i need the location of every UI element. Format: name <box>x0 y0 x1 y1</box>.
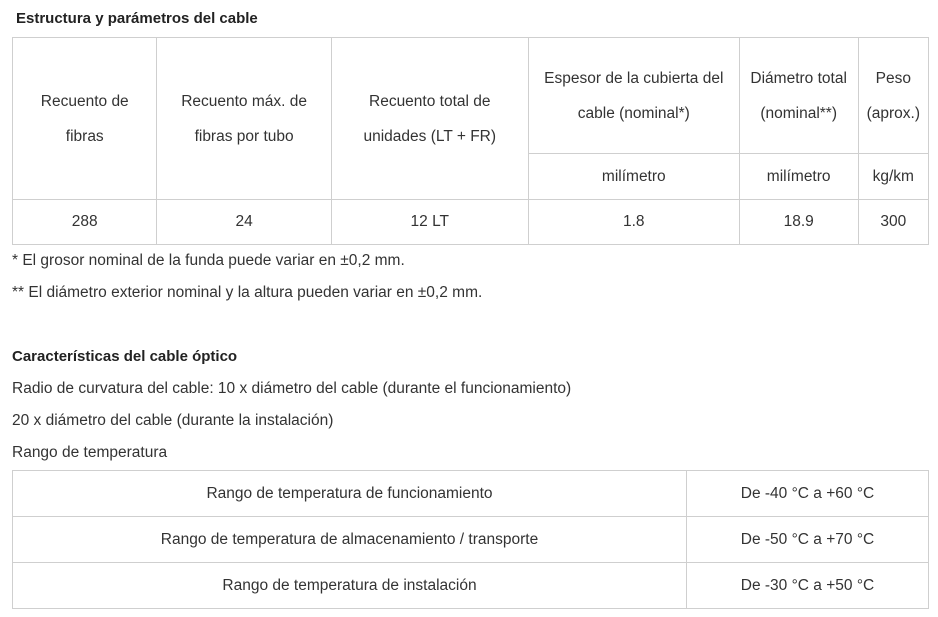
table-row <box>13 563 929 609</box>
header-sheath-thickness: Espesor de la cubierta del cable (nominal*) <box>528 38 739 154</box>
temp-operation-label: Rango de temperatura de funcionamiento <box>13 471 687 517</box>
value-total-units: 12 LT <box>331 200 528 245</box>
header-total-units: Recuento total de unidades (LT + FR) <box>331 38 528 200</box>
bend-radius-operation: Radio de curvatura del cable: 10 x diámetro del cable (durante el funcionamiento) <box>12 380 572 397</box>
table-header-row <box>13 38 929 154</box>
table-row <box>13 471 929 517</box>
temperature-table <box>12 470 929 609</box>
structure-table <box>12 37 929 245</box>
header-weight: Peso (aprox.) <box>858 38 928 154</box>
footnote-sheath: * El grosor nominal de la funda puede variar en ±0,2 mm. <box>12 252 405 269</box>
temp-storage-value: De -50 °C a +70 °C <box>687 517 929 563</box>
header-overall-diameter: Diámetro total (nominal**) <box>739 38 858 154</box>
temp-operation-value: De -40 °C a +60 °C <box>687 471 929 517</box>
header-fiber-count: Recuento de fibras <box>13 38 157 200</box>
temp-storage-label: Rango de temperatura de almacenamiento / transporte <box>13 517 687 563</box>
bend-radius-installation: 20 x diámetro del cable (durante la instalación) <box>12 412 334 429</box>
unit-weight: kg/km <box>858 154 928 200</box>
value-weight: 300 <box>858 200 928 245</box>
unit-overall-diameter: milímetro <box>739 154 858 200</box>
value-overall-diameter: 18.9 <box>739 200 858 245</box>
temperature-range-label: Rango de temperatura <box>12 444 168 461</box>
structure-title: Estructura y parámetros del cable <box>16 10 258 27</box>
table-row <box>13 517 929 563</box>
temp-installation-label: Rango de temperatura de instalación <box>13 563 687 609</box>
value-fiber-count: 288 <box>13 200 157 245</box>
footnote-diameter: ** El diámetro exterior nominal y la altura pueden variar en ±0,2 mm. <box>12 284 483 301</box>
value-sheath-thickness: 1.8 <box>528 200 739 245</box>
table-row <box>13 200 929 245</box>
unit-sheath-thickness: milímetro <box>528 154 739 200</box>
optical-title: Características del cable óptico <box>12 348 238 365</box>
temp-installation-value: De -30 °C a +50 °C <box>687 563 929 609</box>
value-max-fibers-per-tube: 24 <box>157 200 331 245</box>
header-max-fibers-per-tube: Recuento máx. de fibras por tubo <box>157 38 331 200</box>
